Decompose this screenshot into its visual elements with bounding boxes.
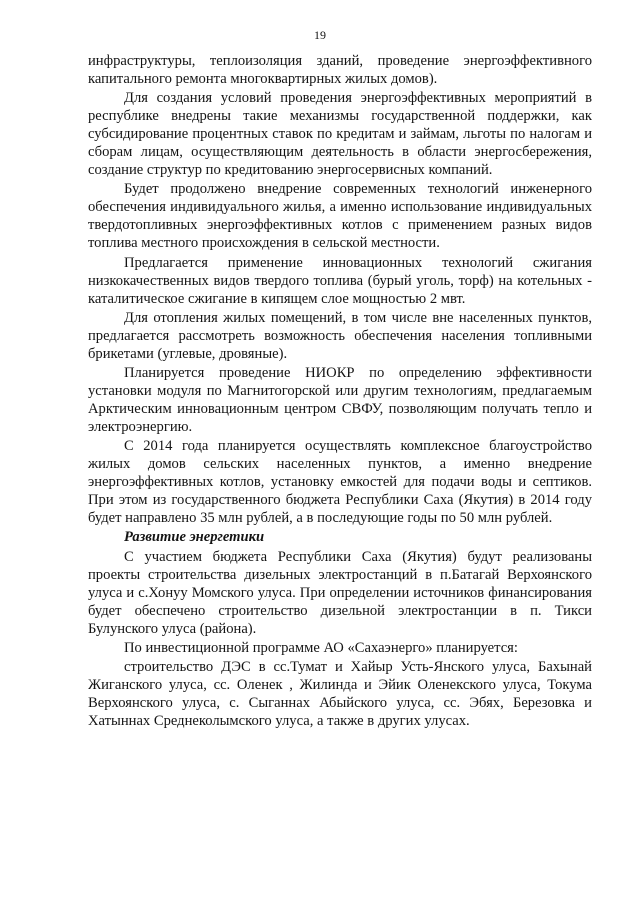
paragraph: Для создания условий проведения энергоэффективных мероприятий в республике внедрены такие механизмы государственной поддержки, как субсидирование процентных ставок по кредитам и займам, льготы по налогам и сборам лицам, осуществляющим деятельность в области энергосбережения, создание структур по кредитованию энергосервисных компаний.	[88, 90, 592, 179]
paragraph: строительство ДЭС в сс.Тумат и Хайыр Усть-Янского улуса, Бахынай Жиганского улуса, сс. Оленек , Жилинда и Эйик Оленекского улуса, Токума Верхоянского улуса, с. Сыганнах Абыйского улуса, сс. Эбях, Березовка и Хатыннах Среднеколымского улуса, а также в других улусах.	[88, 658, 592, 729]
page-number: 19	[314, 28, 326, 42]
section-heading: Развитие энергетики	[124, 529, 265, 546]
paragraph: С 2014 года планируется осуществлять комплексное благоустройство жилых домов сельских населенных пунктов, а именно внедрение энергоэффективных котлов, установку емкостей для подачи воды и септиков. При этом из государственного бюджета Республики Саха (Якутия) в 2014 году будет направлено 35 млн рублей, а в последующие годы по 50 млн рублей.	[88, 438, 592, 527]
paragraph: Будет продолжено внедрение современных технологий инженерного обеспечения индивидуального жилья, а именно использование индивидуальных твердотопливных энергоэффективных котлов с применением разных видов топлива местного происхождения в сельской местности.	[88, 181, 592, 252]
paragraph: инфраструктуры, теплоизоляция зданий, проведение энергоэффективного капитального ремонта многоквартирных жилых домов).	[88, 53, 592, 87]
paragraph: По инвестиционной программе АО «Сахаэнерго» планируется:	[124, 639, 518, 656]
paragraph: С участием бюджета Республики Саха (Якутия) будут реализованы проекты строительства дизельных электростанций в п.Батагай Верхоянского улуса и с.Хонуу Момского улуса. При определении источников финансирования будет обеспечено строительство дизельной электростанции в п. Тикси Булунского улуса (района).	[88, 548, 592, 637]
paragraph: Для отопления жилых помещений, в том числе вне населенных пунктов, предлагается рассмотреть возможность обеспечения населения топливными брикетами (углевые, дровяные).	[88, 309, 592, 362]
paragraph: Планируется проведение НИОКР по определению эффективности установки модуля по Магнитогорской или другим технологиям, предлагаемым Арктическим инновационным центром СВФУ, позволяющим получать тепло и электроэнергию.	[88, 364, 592, 435]
document-body	[88, 52, 592, 731]
paragraph: Предлагается применение инновационных технологий сжигания низкокачественных видов твердого топлива (бурый уголь, торф) на котельных - каталитическое сжигание в кипящем слое мощностью 2 мвт.	[88, 254, 592, 307]
